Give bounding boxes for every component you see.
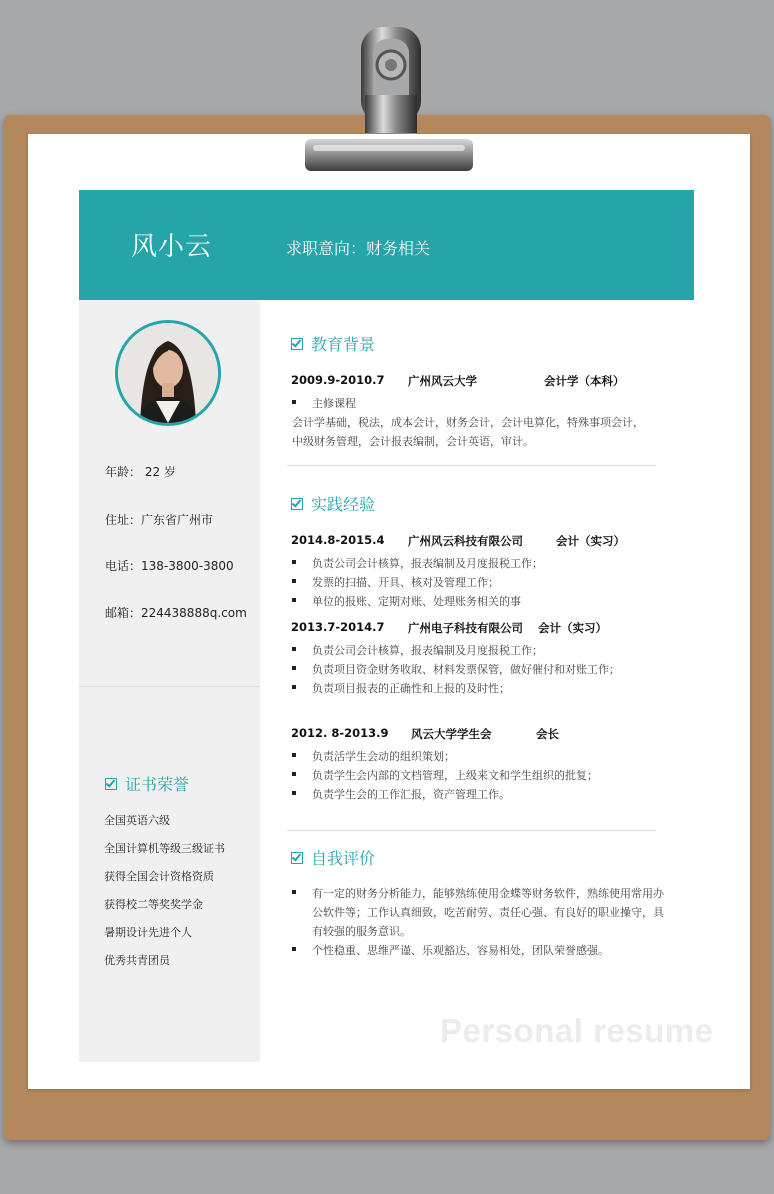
section-divider	[287, 465, 656, 466]
list-item: 有一定的财务分析能力，能够熟练使用金蝶等财务软件，熟练使用常用办	[292, 885, 664, 901]
section-experience-title: 实践经验	[291, 492, 375, 515]
job-role: 会计（实习）	[556, 534, 625, 548]
checkbox-icon	[291, 338, 303, 350]
courses-text: 中级财务管理，会计报表编制，会计英语，审计。	[292, 435, 534, 448]
checkbox-icon	[105, 778, 117, 790]
job-period: 2013.7-2014.7	[291, 620, 385, 634]
education-school: 广州风云大学	[408, 374, 477, 388]
job-period: 2014.8-2015.4	[291, 533, 385, 547]
watermark-text: Personal resume	[440, 1012, 714, 1049]
job-intent: 求职意向：财务相关	[286, 239, 431, 258]
job-org: 广州电子科技有限公司	[408, 621, 523, 635]
section-certificates-title: 证书荣誉	[105, 772, 189, 795]
candidate-name: 风小云	[131, 232, 213, 262]
list-item: 负责项目报表的正确性和上报的及时性；	[292, 680, 510, 696]
list-item: 个性稳重、思维严谨、乐观豁达、容易相处，团队荣誉感强。	[292, 942, 609, 958]
address-field: 住址：广东省广州市	[105, 513, 214, 527]
list-item: 负责学生会内部的文档管理，上级来文和学生组织的批复；	[292, 767, 598, 783]
binder-clip-icon	[355, 25, 427, 135]
section-self-eval-title: 自我评价	[291, 846, 375, 869]
list-item: 负责项目资金财务收取、材料发票保管，做好催付和对账工作；	[292, 661, 620, 677]
certificate-item: 获得校二等奖奖学金	[104, 898, 203, 911]
job-role: 会长	[536, 727, 559, 741]
email-field: 邮箱：224438888q.com	[105, 606, 247, 620]
education-major: 会计学（本科）	[544, 374, 625, 388]
education-period: 2009.9-2010.7	[291, 373, 385, 387]
section-divider	[287, 830, 656, 831]
job-role: 会计（实习）	[538, 621, 607, 635]
portrait-photo	[118, 323, 218, 423]
list-item: 发票的扫描、开具、核对及管理工作；	[292, 574, 499, 590]
job-org: 风云大学学生会	[411, 727, 492, 741]
self-eval-text: 公软件等；工作认真细致，吃苦耐劳、责任心强、有良好的职业操守，具	[312, 906, 664, 919]
list-item: 负责公司会计核算，报表编制及月度报税工作；	[292, 555, 543, 571]
sidebar-divider	[79, 686, 260, 687]
clip-base-icon	[303, 133, 475, 175]
avatar	[115, 320, 221, 426]
certificate-item: 暑期设计先进个人	[104, 926, 192, 939]
list-item: 单位的报账、定期对账、处理账务相关的事	[292, 593, 521, 609]
courses-text: 会计学基础，税法，成本会计，财务会计，会计电算化，特殊事项会计，	[292, 416, 644, 429]
self-eval-text: 有较强的服务意识。	[312, 925, 411, 938]
list-item: 主修课程	[292, 395, 356, 411]
age-field: 年龄： 22 岁	[105, 465, 176, 479]
certificate-item: 获得全国会计资格资质	[104, 870, 214, 883]
job-org: 广州风云科技有限公司	[408, 534, 523, 548]
certificate-item: 全国英语六级	[104, 814, 170, 827]
job-period: 2012. 8-2013.9	[291, 726, 389, 740]
list-item: 负责活学生会动的组织策划；	[292, 748, 455, 764]
checkbox-icon	[291, 498, 303, 510]
certificate-item: 全国计算机等级三级证书	[104, 842, 225, 855]
phone-field: 电话：138-3800-3800	[105, 559, 234, 573]
checkbox-icon	[291, 852, 303, 864]
certificate-item: 优秀共青团员	[104, 954, 170, 967]
section-education-title: 教育背景	[291, 332, 375, 355]
list-item: 负责学生会的工作汇报，资产管理工作。	[292, 786, 510, 802]
list-item: 负责公司会计核算，报表编制及月度报税工作；	[292, 642, 543, 658]
